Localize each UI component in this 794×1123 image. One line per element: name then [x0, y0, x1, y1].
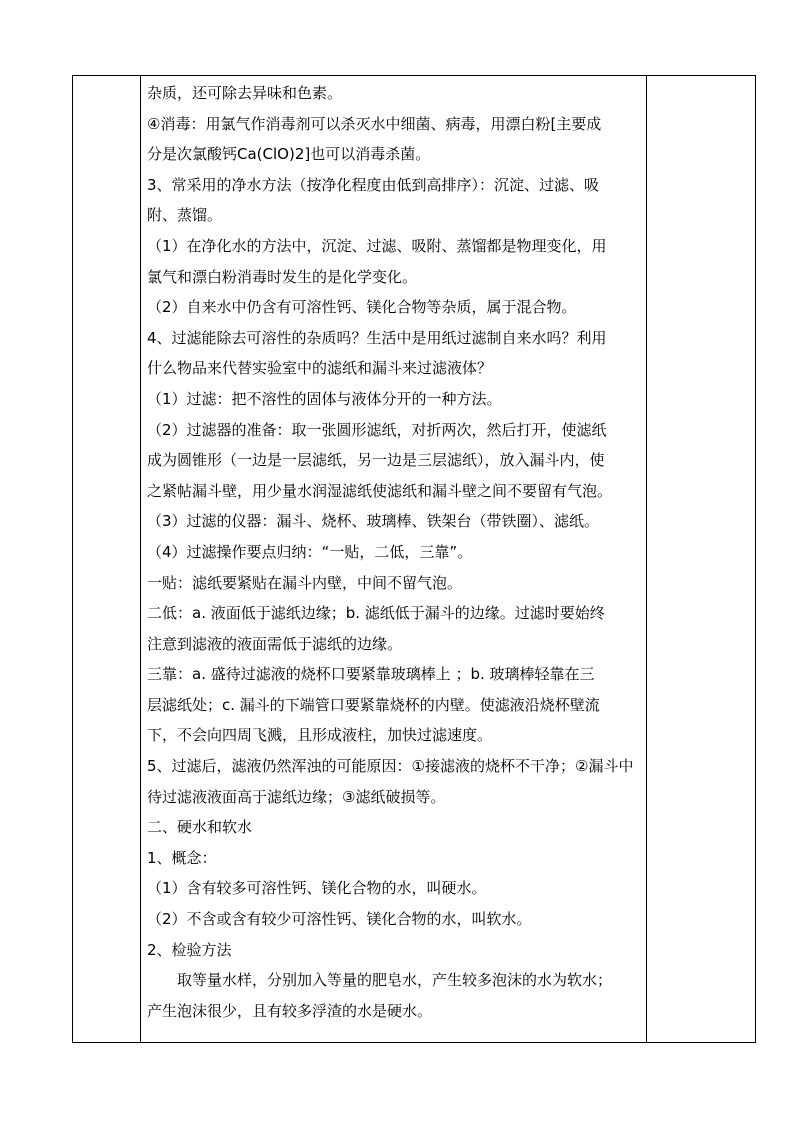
- text-line: 什么物品来代替实验室中的滤纸和漏斗来过滤液体？: [147, 359, 493, 378]
- right-column-cell: [647, 76, 756, 1043]
- text-line: 二低：a. 液面低于滤纸边缘；b. 滤纸低于漏斗的边缘。过滤时要始终: [147, 604, 605, 623]
- section-heading: 二、硬水和软水: [147, 818, 253, 837]
- text-line: （2）自来水中仍含有可溶性钙、镁化合物等杂质，属于混合物。: [147, 298, 577, 317]
- table-row: [73, 76, 756, 1043]
- text-line: 5、过滤后，滤液仍然浑浊的可能原因：①接滤液的烧杯不干净；②漏斗中: [147, 757, 634, 776]
- text-line: 下，不会向四周飞溅，且形成液柱，加快过滤速度。: [147, 726, 493, 745]
- text-line: 之紧帖漏斗壁，用少量水润湿滤纸使滤纸和漏斗壁之间不要留有气泡。: [147, 481, 613, 500]
- text-line: （1）含有较多可溶性钙、镁化合物的水，叫硬水。: [147, 879, 487, 898]
- text-line: （2）过滤器的准备：取一张圆形滤纸，对折两次，然后打开，使滤纸: [147, 420, 607, 439]
- text-line: 层滤纸处；c. 漏斗的下端管口要紧靠烧杯的内壁。使滤液沿烧杯壁流: [147, 695, 600, 714]
- text-line: 4、过滤能除去可溶性的杂质吗？生活中是用纸过滤制自来水吗？利用: [147, 328, 607, 347]
- text-line: 成为圆锥形（一边是一层滤纸，另一边是三层滤纸），放入漏斗内，使: [147, 451, 605, 470]
- text-line: 2、检验方法: [147, 940, 232, 959]
- text-line: 取等量水样，分别加入等量的肥皂水，产生较多泡沫的水为软水；: [177, 971, 613, 990]
- content-cell: [141, 76, 647, 1043]
- text-line: （2）不含或含有较少可溶性钙、镁化合物的水，叫软水。: [147, 910, 532, 929]
- text-line: 三靠：a. 盛待过滤液的烧杯口要紧靠玻璃棒上 ；b. 玻璃棒轻靠在三: [147, 665, 595, 684]
- text-line: （4）过滤操作要点归纳：“一贴，二低，三靠”。: [147, 542, 473, 561]
- left-column-cell: [73, 76, 141, 1043]
- text-line: 待过滤液液面高于滤纸边缘；③滤纸破损等。: [147, 787, 446, 806]
- text-line: 产生泡沫很少，且有较多浮渣的水是硬水。: [147, 1001, 433, 1020]
- text-line: ④消毒：用氯气作消毒剂可以杀灭水中细菌、病毒，用漂白粉[主要成: [147, 114, 602, 133]
- text-line: （1）在净化水的方法中，沉淀、过滤、吸附、蒸馏都是物理变化，用: [147, 236, 607, 255]
- text-line: 注意到滤液的液面需低于滤纸的边缘。: [147, 634, 403, 653]
- document-table: [72, 75, 756, 1043]
- text-line: 氯气和漂白粉消毒时发生的是化学变化。: [147, 267, 418, 286]
- content-body: [141, 76, 646, 1026]
- text-line: （1）过滤：把不溶性的固体与液体分开的一种方法。: [147, 389, 502, 408]
- text-line: 一贴：滤纸要紧贴在漏斗内壁，中间不留气泡。: [147, 573, 463, 592]
- text-line: 3、常采用的净水方法（按净化程度由低到高排序）：沉淀、过滤、吸: [147, 175, 600, 194]
- text-line: 1、概念：: [147, 848, 217, 867]
- text-line: 杂质，还可除去异味和色素。: [147, 84, 343, 102]
- text-line: 附、蒸馏。: [147, 206, 223, 225]
- text-line: 分是次氯酸钙Ca(ClO)2]也可以消毒杀菌。: [147, 145, 431, 164]
- text-line: （3）过滤的仪器：漏斗、烧杯、玻璃棒、铁架台（带铁圈）、滤纸。: [147, 512, 600, 531]
